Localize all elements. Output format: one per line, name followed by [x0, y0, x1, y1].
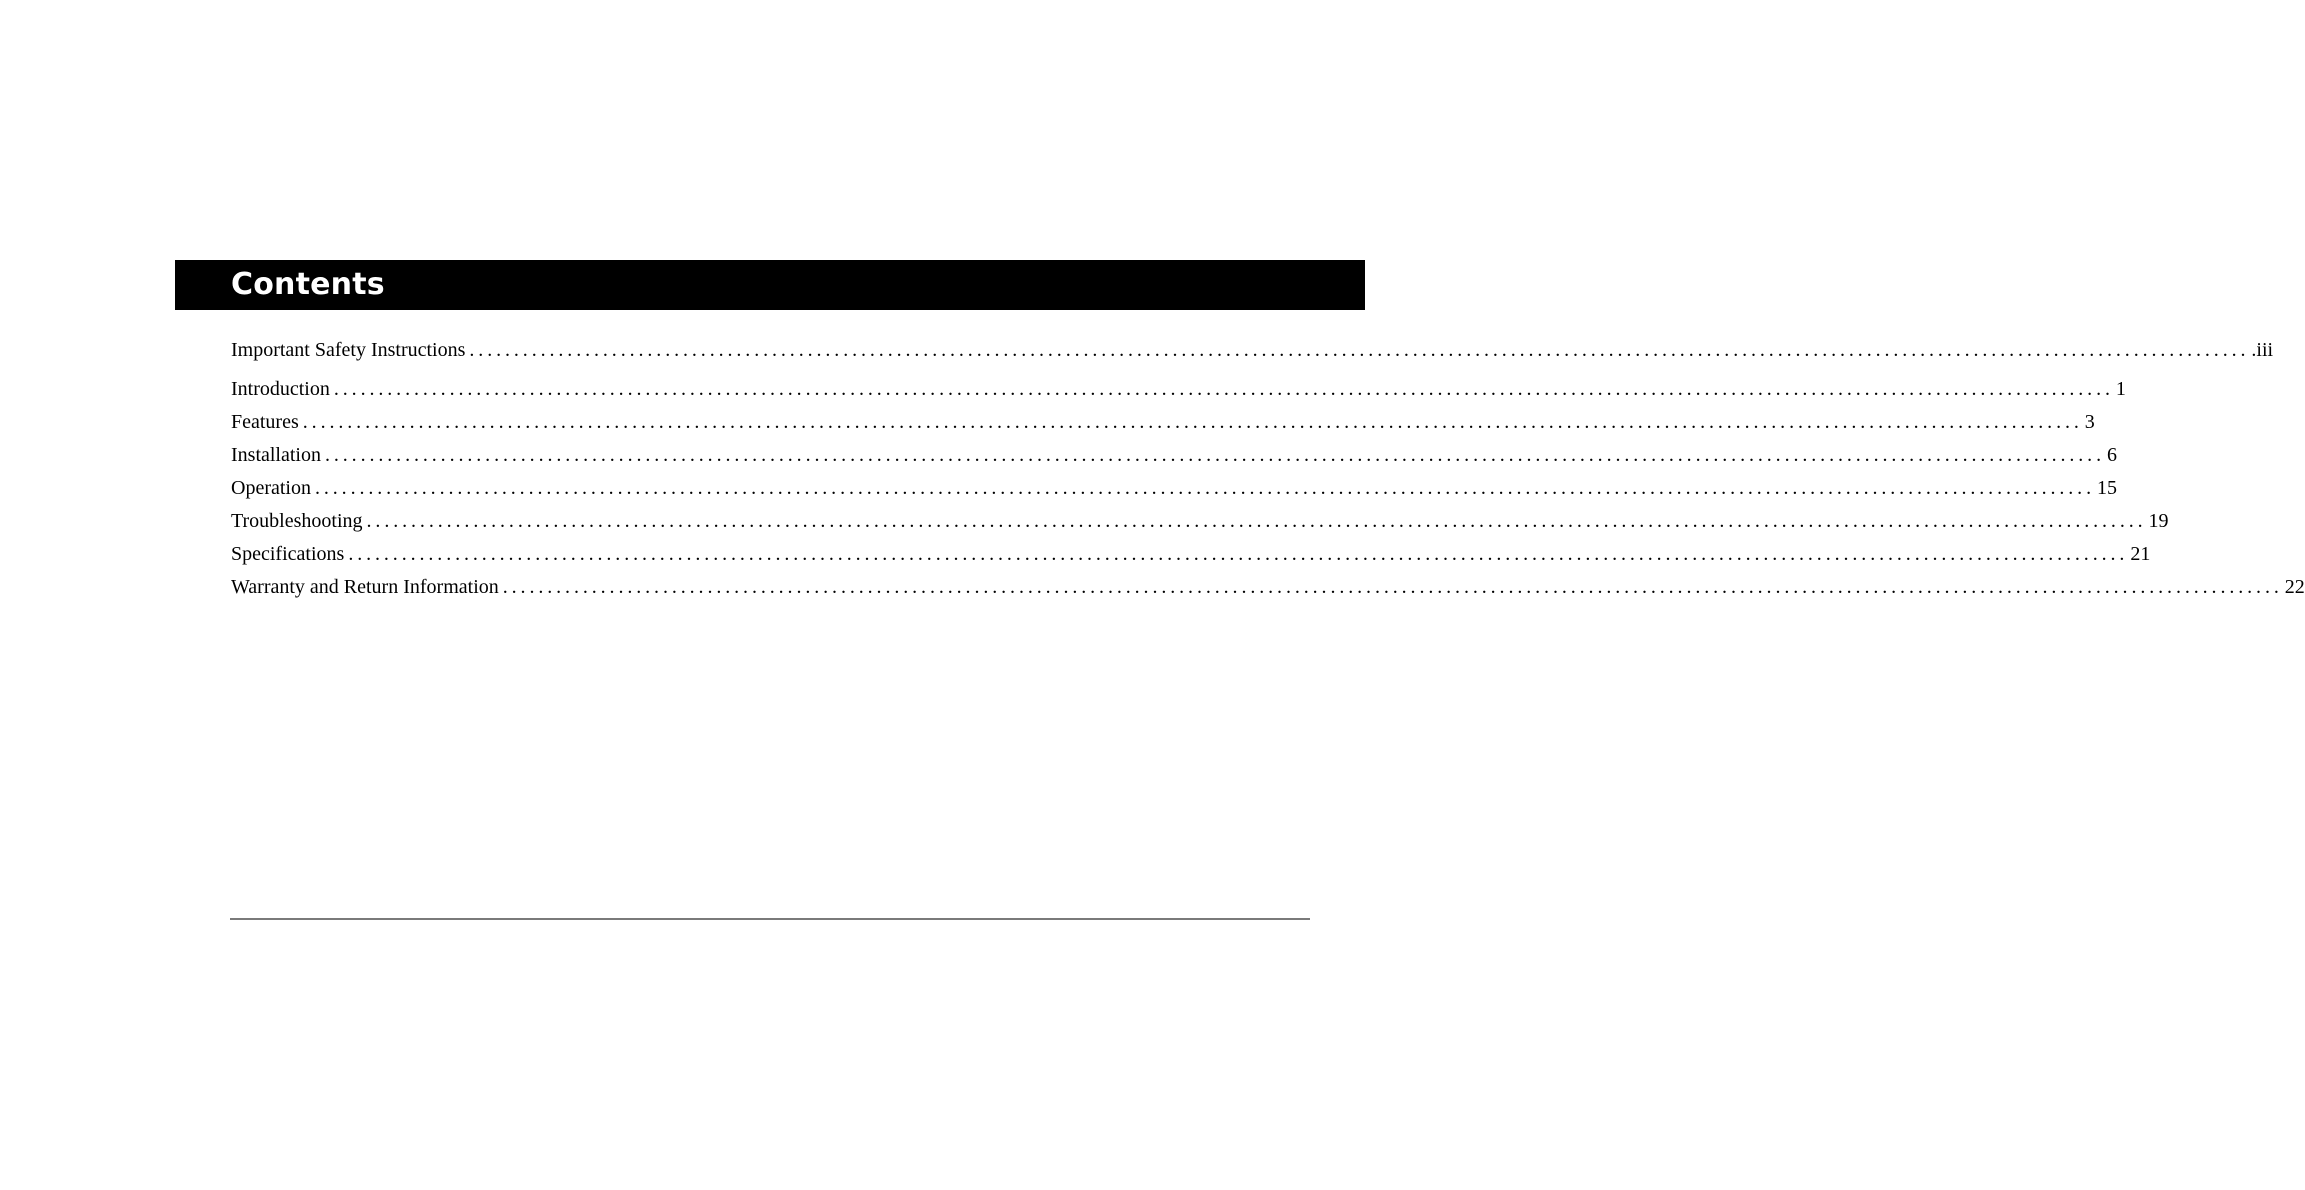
toc-dot-leader: ........................................................................................................................................................................................................	[469, 339, 2250, 361]
toc-dot-leader: ........................................................................................................................................................................................................	[366, 510, 2147, 532]
toc-dot-leader: ........................................................................................................................................................................................................	[333, 378, 2114, 400]
footer-divider	[230, 918, 1310, 920]
toc-entry-installation[interactable]	[231, 440, 2117, 470]
toc-dot-leader: ........................................................................................................................................................................................................	[348, 543, 2129, 565]
toc-entry-warranty-and-return-information[interactable]	[231, 572, 2305, 602]
contents-header-bar	[175, 260, 1365, 310]
toc-entry-label: Important Safety Instructions	[231, 339, 466, 361]
toc-entry-operation[interactable]	[231, 473, 2117, 503]
toc-entry-specifications[interactable]	[231, 539, 2151, 569]
toc-entry-label: Warranty and Return Information	[231, 576, 499, 598]
toc-entry-features[interactable]	[231, 407, 2095, 437]
toc-dot-leader: ........................................................................................................................................................................................................	[502, 576, 2283, 598]
toc-dot-leader: ........................................................................................................................................................................................................	[302, 411, 2083, 433]
toc-entry-label: Features	[231, 411, 299, 433]
toc-entry-page-number: 6	[2106, 444, 2117, 466]
toc-entry-label: Troubleshooting	[231, 510, 363, 532]
toc-entry-important-safety-instructions[interactable]	[231, 335, 2274, 365]
toc-entry-label: Operation	[231, 477, 311, 499]
toc-entry-page-number: 21	[2130, 543, 2151, 565]
toc-entry-label: Introduction	[231, 378, 330, 400]
toc-dot-leader: ........................................................................................................................................................................................................	[314, 477, 2095, 499]
toc-entry-page-number: .iii	[2251, 339, 2274, 361]
toc-entry-label: Installation	[231, 444, 321, 466]
toc-entry-page-number: 22	[2284, 576, 2305, 598]
toc-entry-page-number: 1	[2115, 378, 2126, 400]
toc-entry-troubleshooting[interactable]	[231, 506, 2169, 536]
toc-entry-page-number: 3	[2084, 411, 2095, 433]
toc-entry-label: Specifications	[231, 543, 345, 565]
page-title: Contents	[231, 267, 385, 302]
toc-entry-introduction[interactable]	[231, 374, 2126, 404]
toc-entry-page-number: 19	[2148, 510, 2169, 532]
toc-dot-leader: ........................................................................................................................................................................................................	[324, 444, 2105, 466]
toc-entry-page-number: 15	[2096, 477, 2117, 499]
